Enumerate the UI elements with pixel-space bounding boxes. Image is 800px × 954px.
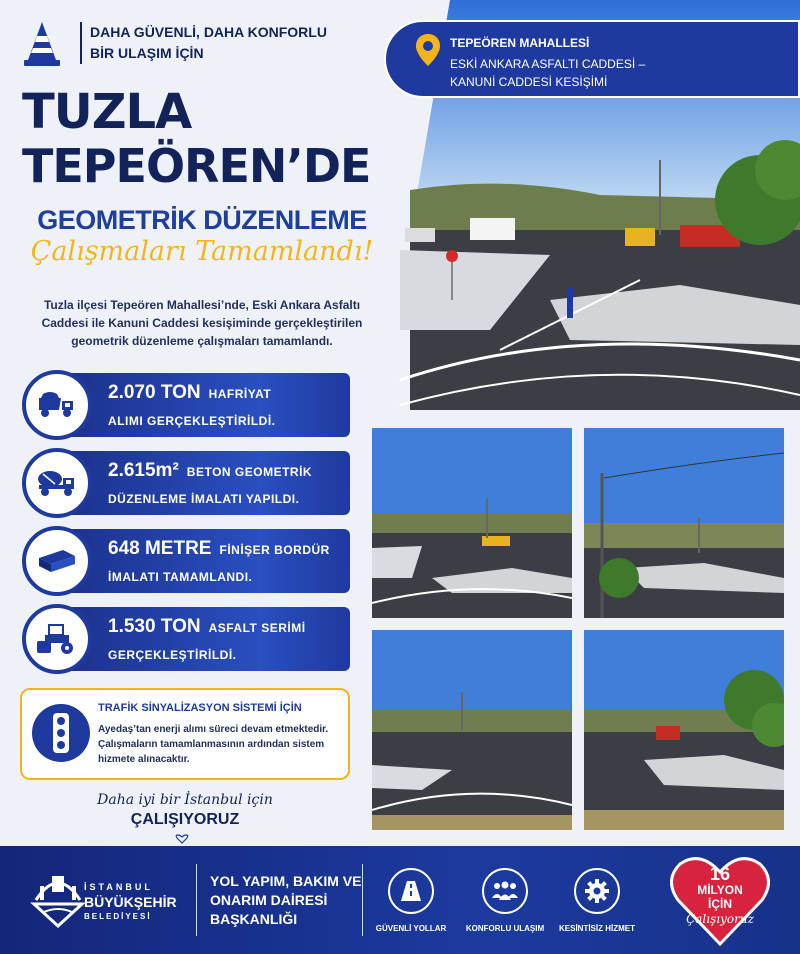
curb-stone-icon — [22, 526, 92, 596]
badge-number: 16 — [709, 864, 731, 884]
location-banner — [384, 20, 800, 98]
stat-concrete — [22, 448, 350, 518]
divider — [196, 864, 197, 936]
traffic-light-icon — [32, 704, 90, 762]
headline-line2: TEPEÖREN’DE — [22, 139, 371, 193]
tagline-line2: BİR ULAŞIM İÇİN — [90, 45, 204, 61]
stat-curb — [22, 526, 350, 596]
badge-line3: İÇİN — [708, 897, 732, 911]
location-street-line2: KANUNİ CADDESİ KESİŞİMİ — [450, 75, 608, 89]
stat-text1: HAFRİYAT — [208, 387, 272, 401]
footer-item-label: KONFORLU ULAŞIM — [465, 924, 545, 933]
divider — [362, 864, 363, 936]
photo-intersection-5 — [584, 630, 784, 830]
photo-intersection-3 — [584, 428, 784, 618]
stat-text2: DÜZENLEME İMALATI YAPILDI. — [108, 492, 300, 506]
location-neighbourhood: TEPEÖREN MAHALLESİ — [450, 36, 590, 50]
footer-item-service — [552, 868, 642, 933]
dump-truck-icon — [22, 370, 92, 440]
logo-line1: İSTANBUL — [84, 882, 153, 892]
stat-text2: ALIMI GERÇEKLEŞTİRİLDİ. — [108, 414, 276, 428]
footer-item-safe-roads — [366, 868, 456, 933]
signal-info-box — [20, 688, 350, 780]
stat-text1: BETON GEOMETRİK — [186, 465, 313, 479]
logo-line2: BÜYÜKŞEHİR — [84, 894, 177, 910]
traffic-cone-icon — [22, 20, 62, 68]
signal-body: Ayedaş’tan enerji alımı süreci devam etmektedir. Çalışmaların tamamlanmasının ardından sistem hizmete alınacaktır. — [98, 724, 329, 765]
logo-line3: BELEDİYESİ — [84, 912, 152, 921]
headline-line3: GEOMETRİK DÜZENLEME — [37, 205, 367, 235]
signal-title: TRAFİK SİNYALİZASYON SİSTEMİ İÇİN — [98, 702, 302, 714]
stat-text2: GERÇEKLEŞTİRİLDİ. — [108, 648, 237, 662]
gear-icon — [574, 868, 620, 914]
stat-value: 2.615m² — [108, 460, 179, 481]
badge-script: Çalışıyoruz — [686, 912, 754, 926]
footer-item-comfort — [460, 868, 550, 933]
description: Tuzla ilçesi Tepeören Mahallesi’nde, Eski Ankara Asfaltı Caddesi ile Kanuni Caddesi kesişiminde gerçekleştirilen geometrik düzenleme çalışmaları tamamlandı. — [41, 298, 363, 348]
stat-value: 1.530 TON — [108, 616, 201, 637]
stat-text2: İMALATI TAMAMLANDI. — [108, 570, 253, 584]
stat-value: 2.070 TON — [108, 382, 201, 403]
road-icon — [388, 868, 434, 914]
road-roller-icon — [22, 604, 92, 674]
ibb-emblem-icon — [30, 866, 86, 928]
heart-outline-icon — [175, 834, 189, 844]
stat-excavation — [22, 370, 350, 440]
map-pin-icon — [416, 34, 440, 66]
footer-item-label: KESİNTİSİZ HİZMET — [559, 924, 635, 933]
concrete-mixer-icon — [22, 448, 92, 518]
closer-script: Daha iyi bir İstanbul için — [97, 792, 273, 808]
location-street — [450, 55, 645, 91]
photo-intersection-2 — [372, 428, 572, 618]
tagline — [80, 22, 327, 64]
photo-intersection-4 — [372, 630, 572, 830]
people-icon — [482, 868, 528, 914]
stat-text1: ASFALT SERİMİ — [208, 621, 306, 635]
headline-line1: TUZLA — [22, 84, 192, 140]
location-street-line1: ESKİ ANKARA ASFALTI CADDESİ – — [450, 57, 646, 71]
headline-script: Çalışmaları Tamamlandı! — [30, 236, 374, 267]
department-name: YOL YAPIM, BAKIM VE ONARIM DAİRESİ BAŞKANLIĞI — [210, 873, 362, 927]
stat-text1: FİNİŞER BORDÜR — [219, 543, 330, 557]
badge-line2: MİLYON — [697, 883, 743, 897]
tagline-line1: DAHA GÜVENLİ, DAHA KONFORLU — [90, 24, 327, 40]
stat-value: 648 METRE — [108, 538, 212, 559]
closer-bold: ÇALIŞIYORUZ — [130, 811, 240, 828]
footer-item-label: GÜVENLİ YOLLAR — [375, 924, 447, 933]
stat-asphalt — [22, 604, 350, 674]
